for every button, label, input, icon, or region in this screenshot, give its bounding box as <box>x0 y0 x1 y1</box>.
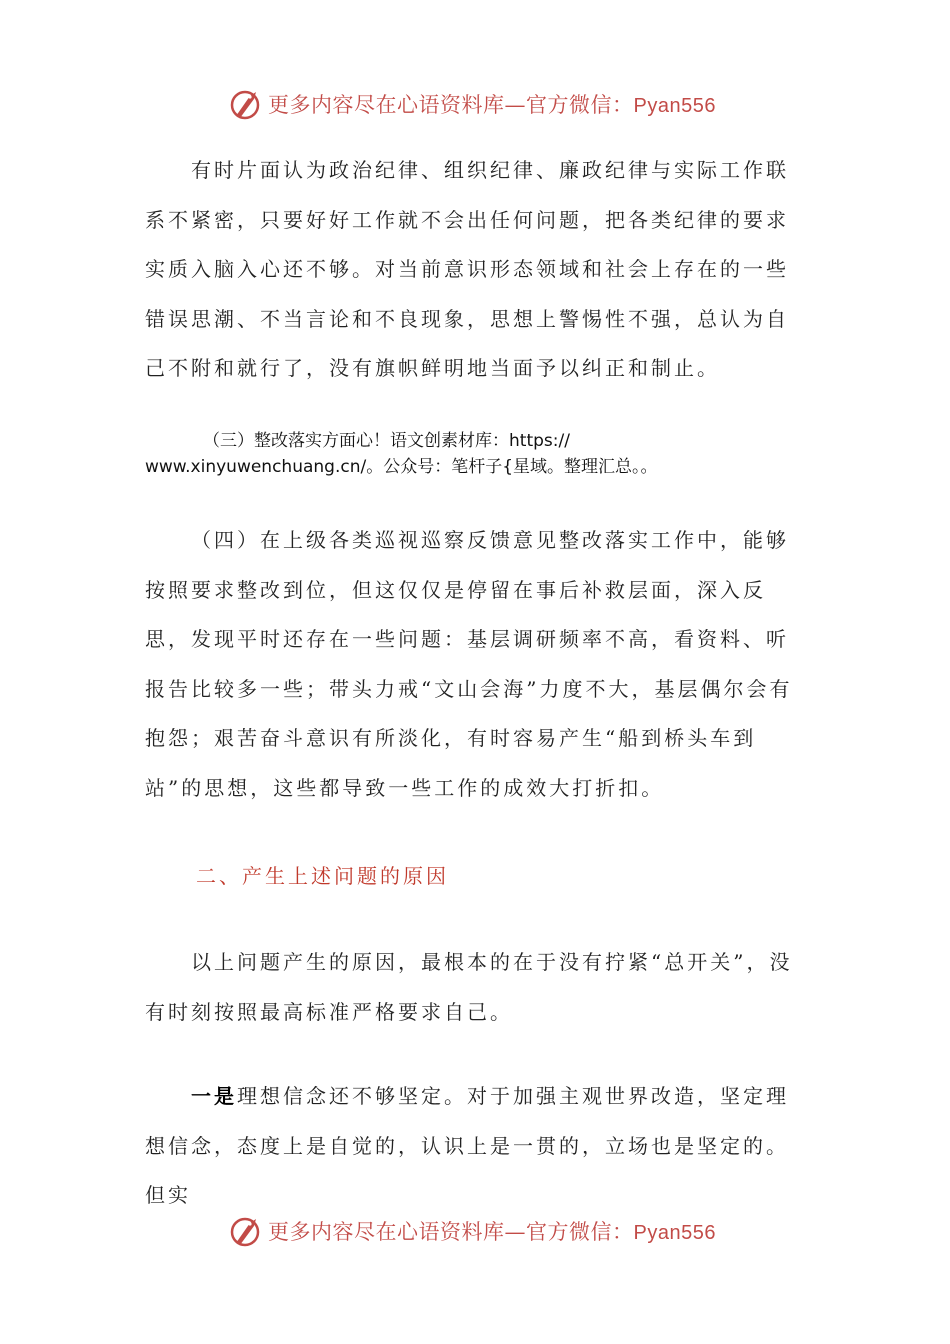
paragraph-discipline: 有时片面认为政治纪律、组织纪律、廉政纪律与实际工作联系不紧密，只要好好工作就不会出任何问题，把各类纪律的要求实质入脑入心还不够。对当前意识形态领域和社会上存在的一些错误思潮、不当言论和不良现象，思想上警惕性不强，总认为自己不附和就行了，没有旗帜鲜明地当面予以纠正和制止。 <box>145 158 789 381</box>
note-line-2: www.xinyuwenchuang.cn/。公众号：笔杆子{星域。整理汇总。。 <box>145 457 658 477</box>
paragraph-root-cause: 以上问题产生的原因，最根本的在于没有拧紧“总开关”，没有时刻按照最高标准严格要求自己。 <box>145 950 793 1024</box>
paragraph-inspection-feedback: （四）在上级各类巡视巡察反馈意见整改落实工作中，能够按照要求整改到位，但这仅仅是停留在事后补救层面，深入反思，发现平时还存在一些问题：基层调研频率不高，看资料、听报告比较多一些；带头力戒“文山会海”力度不大，基层偶尔会有抱怨；艰苦奋斗意识有所淡化，有时容易产生“船到桥头车到站”的思想，这些都导致一些工作的成效大打折扣。 <box>145 528 793 800</box>
banner-handle: Pyan556 <box>633 95 716 117</box>
footer-banner <box>228 1211 748 1251</box>
paragraph-ideals-text: 理想信念还不够坚定。对于加强主观世界改造，坚定理想信念，态度上是自觉的，认识上是一贯的，立场也是坚定的。但实 <box>145 1084 789 1208</box>
paragraph-rectification-note <box>145 428 803 480</box>
header-banner <box>228 84 748 124</box>
banner-text: 更多内容尽在心语资料库—官方微信：Pyan556 <box>268 1220 716 1244</box>
banner-text: 更多内容尽在心语资料库—官方微信：Pyan556 <box>268 93 716 117</box>
paragraph-ideals <box>145 1072 803 1221</box>
banner-handle: Pyan556 <box>633 1222 716 1244</box>
section-heading: 二、产生上述问题的原因 <box>196 864 449 888</box>
pen-nib-circle-icon <box>228 86 264 122</box>
note-line-1: （三）整改落实方面心！语文创素材库：https:// <box>203 431 570 451</box>
pen-nib-circle-icon <box>228 1213 264 1249</box>
paragraph-lead: 一是 <box>191 1084 237 1108</box>
